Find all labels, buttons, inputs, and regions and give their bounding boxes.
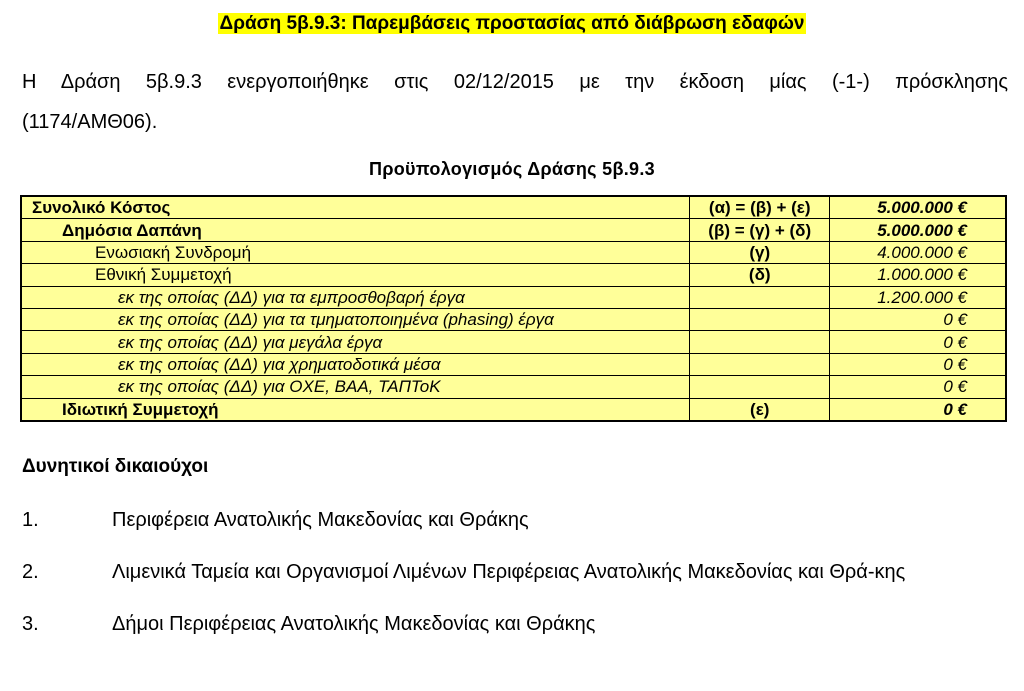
- row-formula: [690, 308, 830, 330]
- row-formula: (α) = (β) + (ε): [690, 196, 830, 219]
- row-amount: 1.200.000 €: [830, 286, 1006, 308]
- list-item-number: 1.: [22, 509, 39, 531]
- row-label: Ιδιωτική Συμμετοχή: [21, 398, 690, 421]
- list-item-text: Δήμοι Περιφέρειας Ανατολικής Μακεδονίας και Θράκης: [112, 613, 596, 635]
- row-label: Ενωσιακή Συνδρομή: [21, 241, 690, 263]
- row-formula: (δ): [690, 264, 830, 286]
- row-amount: 0 €: [830, 376, 1006, 398]
- row-amount: 4.000.000 €: [830, 241, 1006, 263]
- list-item-text: Λιμενικά Ταμεία και Οργανισμοί Λιμένων Περιφέρειας Ανατολικής Μακεδονίας και Θρά-κης: [112, 561, 906, 583]
- section-heading: [0, 12, 1024, 36]
- beneficiaries-list: [22, 502, 1008, 658]
- row-label: Συνολικό Κόστος: [21, 196, 690, 219]
- table-row: [21, 331, 1006, 353]
- row-formula: [690, 353, 830, 375]
- row-label: Εθνική Συμμετοχή: [21, 264, 690, 286]
- table-row: [21, 286, 1006, 308]
- budget-table-title: Προϋπολογισμός Δράσης 5β.9.3: [369, 159, 655, 179]
- row-label: Δημόσια Δαπάνη: [21, 219, 690, 241]
- intro-line-1: Η Δράση 5β.9.3 ενεργοποιήθηκε στις 02/12/2015 με την έκδοση μίας (-1-) πρόσκλησης: [22, 71, 1008, 93]
- table-row: [21, 398, 1006, 421]
- list-item: [22, 554, 1008, 590]
- table-row: [21, 264, 1006, 286]
- row-formula: (ε): [690, 398, 830, 421]
- row-formula: [690, 331, 830, 353]
- row-amount: 0 €: [830, 331, 1006, 353]
- row-amount: 0 €: [830, 308, 1006, 330]
- intro-line-2: (1174/ΑΜΘ06).: [22, 111, 158, 133]
- list-item: [22, 606, 1008, 642]
- row-amount: 0 €: [830, 353, 1006, 375]
- table-row: [21, 219, 1006, 241]
- row-amount: 5.000.000 €: [830, 219, 1006, 241]
- row-amount: 0 €: [830, 398, 1006, 421]
- section-heading-text: Δράση 5β.9.3: Παρεμβάσεις προστασίας από διάβρωση εδαφών: [219, 13, 805, 34]
- row-label: εκ της οποίας (ΔΔ) για μεγάλα έργα: [21, 331, 690, 353]
- row-label: εκ της οποίας (ΔΔ) για χρηματοδοτικά μέσα: [21, 353, 690, 375]
- list-item: [22, 502, 1008, 538]
- list-item-number: 3.: [22, 613, 39, 635]
- row-formula: [690, 376, 830, 398]
- budget-table: [20, 195, 1007, 422]
- row-label: εκ της οποίας (ΔΔ) για τα εμπροσθοβαρή έργα: [21, 286, 690, 308]
- row-amount: 1.000.000 €: [830, 264, 1006, 286]
- table-row: [21, 353, 1006, 375]
- list-item-text: Περιφέρεια Ανατολικής Μακεδονίας και Θράκης: [112, 509, 529, 531]
- intro-paragraph: [22, 62, 1008, 142]
- table-row: [21, 196, 1006, 219]
- row-amount: 5.000.000 €: [830, 196, 1006, 219]
- row-label: εκ της οποίας (ΔΔ) για ΟΧΕ, ΒΑΑ, ΤΑΠΤοΚ: [21, 376, 690, 398]
- row-formula: (γ): [690, 241, 830, 263]
- row-formula: [690, 286, 830, 308]
- list-item-number: 2.: [22, 561, 39, 583]
- table-row: [21, 241, 1006, 263]
- table-row: [21, 376, 1006, 398]
- row-formula: (β) = (γ) + (δ): [690, 219, 830, 241]
- beneficiaries-title: Δυνητικοί δικαιούχοι: [22, 456, 209, 477]
- row-label: εκ της οποίας (ΔΔ) για τα τμηματοποιημένα (phasing) έργα: [21, 308, 690, 330]
- table-row: [21, 308, 1006, 330]
